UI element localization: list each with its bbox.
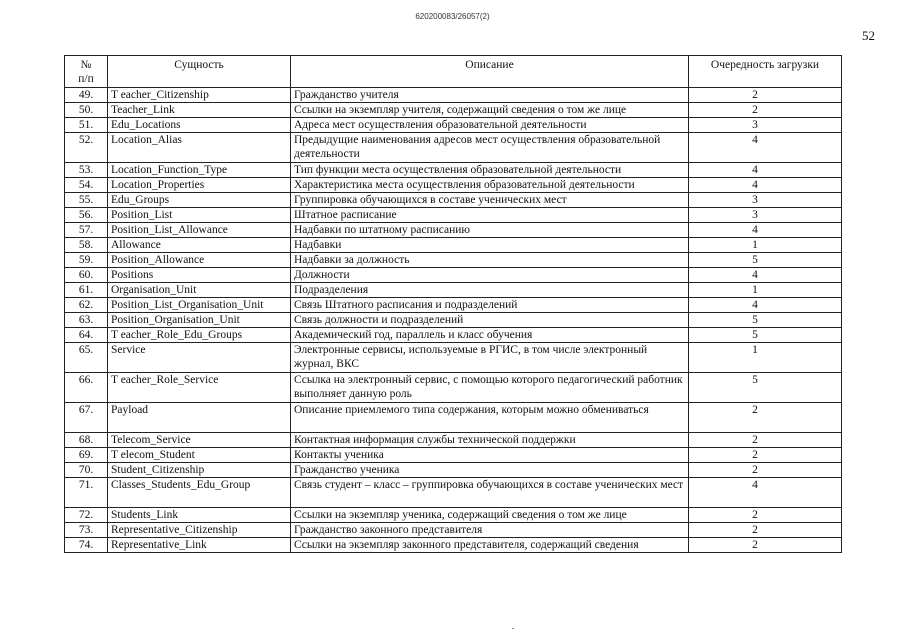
cell-description: Ссылка на электронный сервис, с помощью которого педагогический работник выполняет данную роль bbox=[291, 373, 689, 403]
header-entity: Сущность bbox=[108, 56, 291, 88]
cell-load-order: 3 bbox=[689, 118, 842, 133]
cell-number: 69. bbox=[65, 448, 108, 463]
cell-entity: Service bbox=[108, 343, 291, 373]
cell-load-order: 2 bbox=[689, 433, 842, 448]
table-row bbox=[65, 373, 842, 403]
cell-load-order: 4 bbox=[689, 133, 842, 163]
cell-number: 72. bbox=[65, 508, 108, 523]
header-load-order: Очередность загрузки bbox=[689, 56, 842, 88]
cell-description: Подразделения bbox=[291, 283, 689, 298]
cell-description: Ссылки на экземпляр ученика, содержащий сведения о том же лице bbox=[291, 508, 689, 523]
cell-number: 58. bbox=[65, 238, 108, 253]
table-row bbox=[65, 343, 842, 373]
table-row bbox=[65, 88, 842, 103]
cell-load-order: 2 bbox=[689, 88, 842, 103]
table-row bbox=[65, 208, 842, 223]
table-row bbox=[65, 133, 842, 163]
document-id: 620200083/26057(2) bbox=[415, 12, 490, 21]
header-number-symbol: № bbox=[80, 59, 92, 71]
cell-load-order: 3 bbox=[689, 193, 842, 208]
table-row bbox=[65, 283, 842, 298]
cell-description: Тип функции места осуществления образовательной деятельности bbox=[291, 163, 689, 178]
cell-description: Надбавки за должность bbox=[291, 253, 689, 268]
cell-number: 68. bbox=[65, 433, 108, 448]
cell-number: 62. bbox=[65, 298, 108, 313]
table-row bbox=[65, 478, 842, 508]
cell-description: Связь Штатного расписания и подразделений bbox=[291, 298, 689, 313]
table-row bbox=[65, 523, 842, 538]
cell-entity: Edu_Groups bbox=[108, 193, 291, 208]
cell-load-order: 2 bbox=[689, 523, 842, 538]
cell-entity: Allowance bbox=[108, 238, 291, 253]
cell-number: 65. bbox=[65, 343, 108, 373]
table-row bbox=[65, 178, 842, 193]
cell-number: 56. bbox=[65, 208, 108, 223]
cell-entity: Edu_Locations bbox=[108, 118, 291, 133]
table-row bbox=[65, 313, 842, 328]
cell-number: 59. bbox=[65, 253, 108, 268]
table-row bbox=[65, 268, 842, 283]
cell-entity: Position_List bbox=[108, 208, 291, 223]
cell-number: 71. bbox=[65, 478, 108, 508]
table-row bbox=[65, 328, 842, 343]
cell-description: Надбавки по штатному расписанию bbox=[291, 223, 689, 238]
table-row bbox=[65, 238, 842, 253]
cell-description: Гражданство законного представителя bbox=[291, 523, 689, 538]
cell-load-order: 4 bbox=[689, 178, 842, 193]
cell-entity: Location_Function_Type bbox=[108, 163, 291, 178]
cell-load-order: 4 bbox=[689, 298, 842, 313]
cell-entity: Position_Allowance bbox=[108, 253, 291, 268]
cell-entity: T elecom_Student bbox=[108, 448, 291, 463]
cell-load-order: 1 bbox=[689, 343, 842, 373]
cell-entity: Location_Alias bbox=[108, 133, 291, 163]
cell-description: Штатное расписание bbox=[291, 208, 689, 223]
cell-number: 54. bbox=[65, 178, 108, 193]
cell-description: Характеристика места осуществления образовательной деятельности bbox=[291, 178, 689, 193]
header-number bbox=[65, 56, 108, 88]
cell-number: 50. bbox=[65, 103, 108, 118]
table-row bbox=[65, 433, 842, 448]
cell-load-order: 2 bbox=[689, 508, 842, 523]
cell-description: Связь студент – класс – группировка обучающихся в составе ученических мест bbox=[291, 478, 689, 508]
cell-number: 70. bbox=[65, 463, 108, 478]
cell-load-order: 4 bbox=[689, 223, 842, 238]
table-header-row bbox=[65, 56, 842, 88]
cell-description: Предыдущие наименования адресов мест осуществления образовательной деятельности bbox=[291, 133, 689, 163]
cell-load-order: 3 bbox=[689, 208, 842, 223]
cell-number: 73. bbox=[65, 523, 108, 538]
table-row bbox=[65, 538, 842, 553]
table-row bbox=[65, 463, 842, 478]
cell-number: 67. bbox=[65, 403, 108, 433]
cell-number: 52. bbox=[65, 133, 108, 163]
cell-load-order: 1 bbox=[689, 238, 842, 253]
table-row bbox=[65, 163, 842, 178]
cell-entity: Payload bbox=[108, 403, 291, 433]
cell-load-order: 2 bbox=[689, 103, 842, 118]
cell-load-order: 2 bbox=[689, 448, 842, 463]
cell-description: Гражданство учителя bbox=[291, 88, 689, 103]
cell-number: 57. bbox=[65, 223, 108, 238]
cell-load-order: 2 bbox=[689, 403, 842, 433]
cell-load-order: 5 bbox=[689, 373, 842, 403]
cell-entity: T eacher_Citizenship bbox=[108, 88, 291, 103]
cell-load-order: 2 bbox=[689, 538, 842, 553]
cell-load-order: 1 bbox=[689, 283, 842, 298]
cell-entity: Location_Properties bbox=[108, 178, 291, 193]
page-number: 52 bbox=[862, 28, 875, 43]
cell-number: 63. bbox=[65, 313, 108, 328]
cell-description: Связь должности и подразделений bbox=[291, 313, 689, 328]
table-row bbox=[65, 223, 842, 238]
cell-number: 53. bbox=[65, 163, 108, 178]
cell-entity: Position_List_Organisation_Unit bbox=[108, 298, 291, 313]
table-row bbox=[65, 403, 842, 433]
cell-description: Ссылки на экземпляр законного представителя, содержащий сведения bbox=[291, 538, 689, 553]
cell-entity: Classes_Students_Edu_Group bbox=[108, 478, 291, 508]
cell-entity: Representative_Link bbox=[108, 538, 291, 553]
cell-load-order: 5 bbox=[689, 313, 842, 328]
cell-description: Надбавки bbox=[291, 238, 689, 253]
table-row bbox=[65, 118, 842, 133]
table-row bbox=[65, 448, 842, 463]
cell-entity: Student_Citizenship bbox=[108, 463, 291, 478]
cell-entity: T eacher_Role_Service bbox=[108, 373, 291, 403]
cell-load-order: 2 bbox=[689, 463, 842, 478]
cell-description: Ссылки на экземпляр учителя, содержащий сведения о том же лице bbox=[291, 103, 689, 118]
cell-entity: Organisation_Unit bbox=[108, 283, 291, 298]
header-number-abbr: п/п bbox=[78, 73, 94, 85]
cell-load-order: 4 bbox=[689, 163, 842, 178]
cell-entity: Position_List_Allowance bbox=[108, 223, 291, 238]
cell-number: 55. bbox=[65, 193, 108, 208]
cell-load-order: 5 bbox=[689, 328, 842, 343]
table-body bbox=[65, 88, 842, 553]
table-row bbox=[65, 253, 842, 268]
entity-table bbox=[64, 55, 842, 553]
cell-entity: Position_Organisation_Unit bbox=[108, 313, 291, 328]
cell-entity: Representative_Citizenship bbox=[108, 523, 291, 538]
cell-entity: Positions bbox=[108, 268, 291, 283]
cell-number: 74. bbox=[65, 538, 108, 553]
cell-number: 66. bbox=[65, 373, 108, 403]
cell-entity: Students_Link bbox=[108, 508, 291, 523]
cell-entity: Teacher_Link bbox=[108, 103, 291, 118]
table-row bbox=[65, 193, 842, 208]
table-row bbox=[65, 298, 842, 313]
cell-load-order: 5 bbox=[689, 253, 842, 268]
cell-description: Гражданство ученика bbox=[291, 463, 689, 478]
cell-description: Группировка обучающихся в составе ученических мест bbox=[291, 193, 689, 208]
cell-description: Описание приемлемого типа содержания, которым можно обмениваться bbox=[291, 403, 689, 433]
header-description: Описание bbox=[291, 56, 689, 88]
table-row bbox=[65, 103, 842, 118]
cell-entity: Telecom_Service bbox=[108, 433, 291, 448]
cell-number: 60. bbox=[65, 268, 108, 283]
cell-load-order: 4 bbox=[689, 268, 842, 283]
cell-number: 51. bbox=[65, 118, 108, 133]
cell-number: 49. bbox=[65, 88, 108, 103]
cell-description: Контакты ученика bbox=[291, 448, 689, 463]
cell-description: Академический год, параллель и класс обучения bbox=[291, 328, 689, 343]
cell-description: Адреса мест осуществления образовательной деятельности bbox=[291, 118, 689, 133]
cell-load-order: 4 bbox=[689, 478, 842, 508]
cell-description: Должности bbox=[291, 268, 689, 283]
cell-number: 64. bbox=[65, 328, 108, 343]
scan-speck bbox=[512, 628, 514, 629]
cell-description: Контактная информация службы технической поддержки bbox=[291, 433, 689, 448]
table-row bbox=[65, 508, 842, 523]
cell-entity: T eacher_Role_Edu_Groups bbox=[108, 328, 291, 343]
cell-number: 61. bbox=[65, 283, 108, 298]
cell-description: Электронные сервисы, используемые в РГИС, в том числе электронный журнал, ВКС bbox=[291, 343, 689, 373]
